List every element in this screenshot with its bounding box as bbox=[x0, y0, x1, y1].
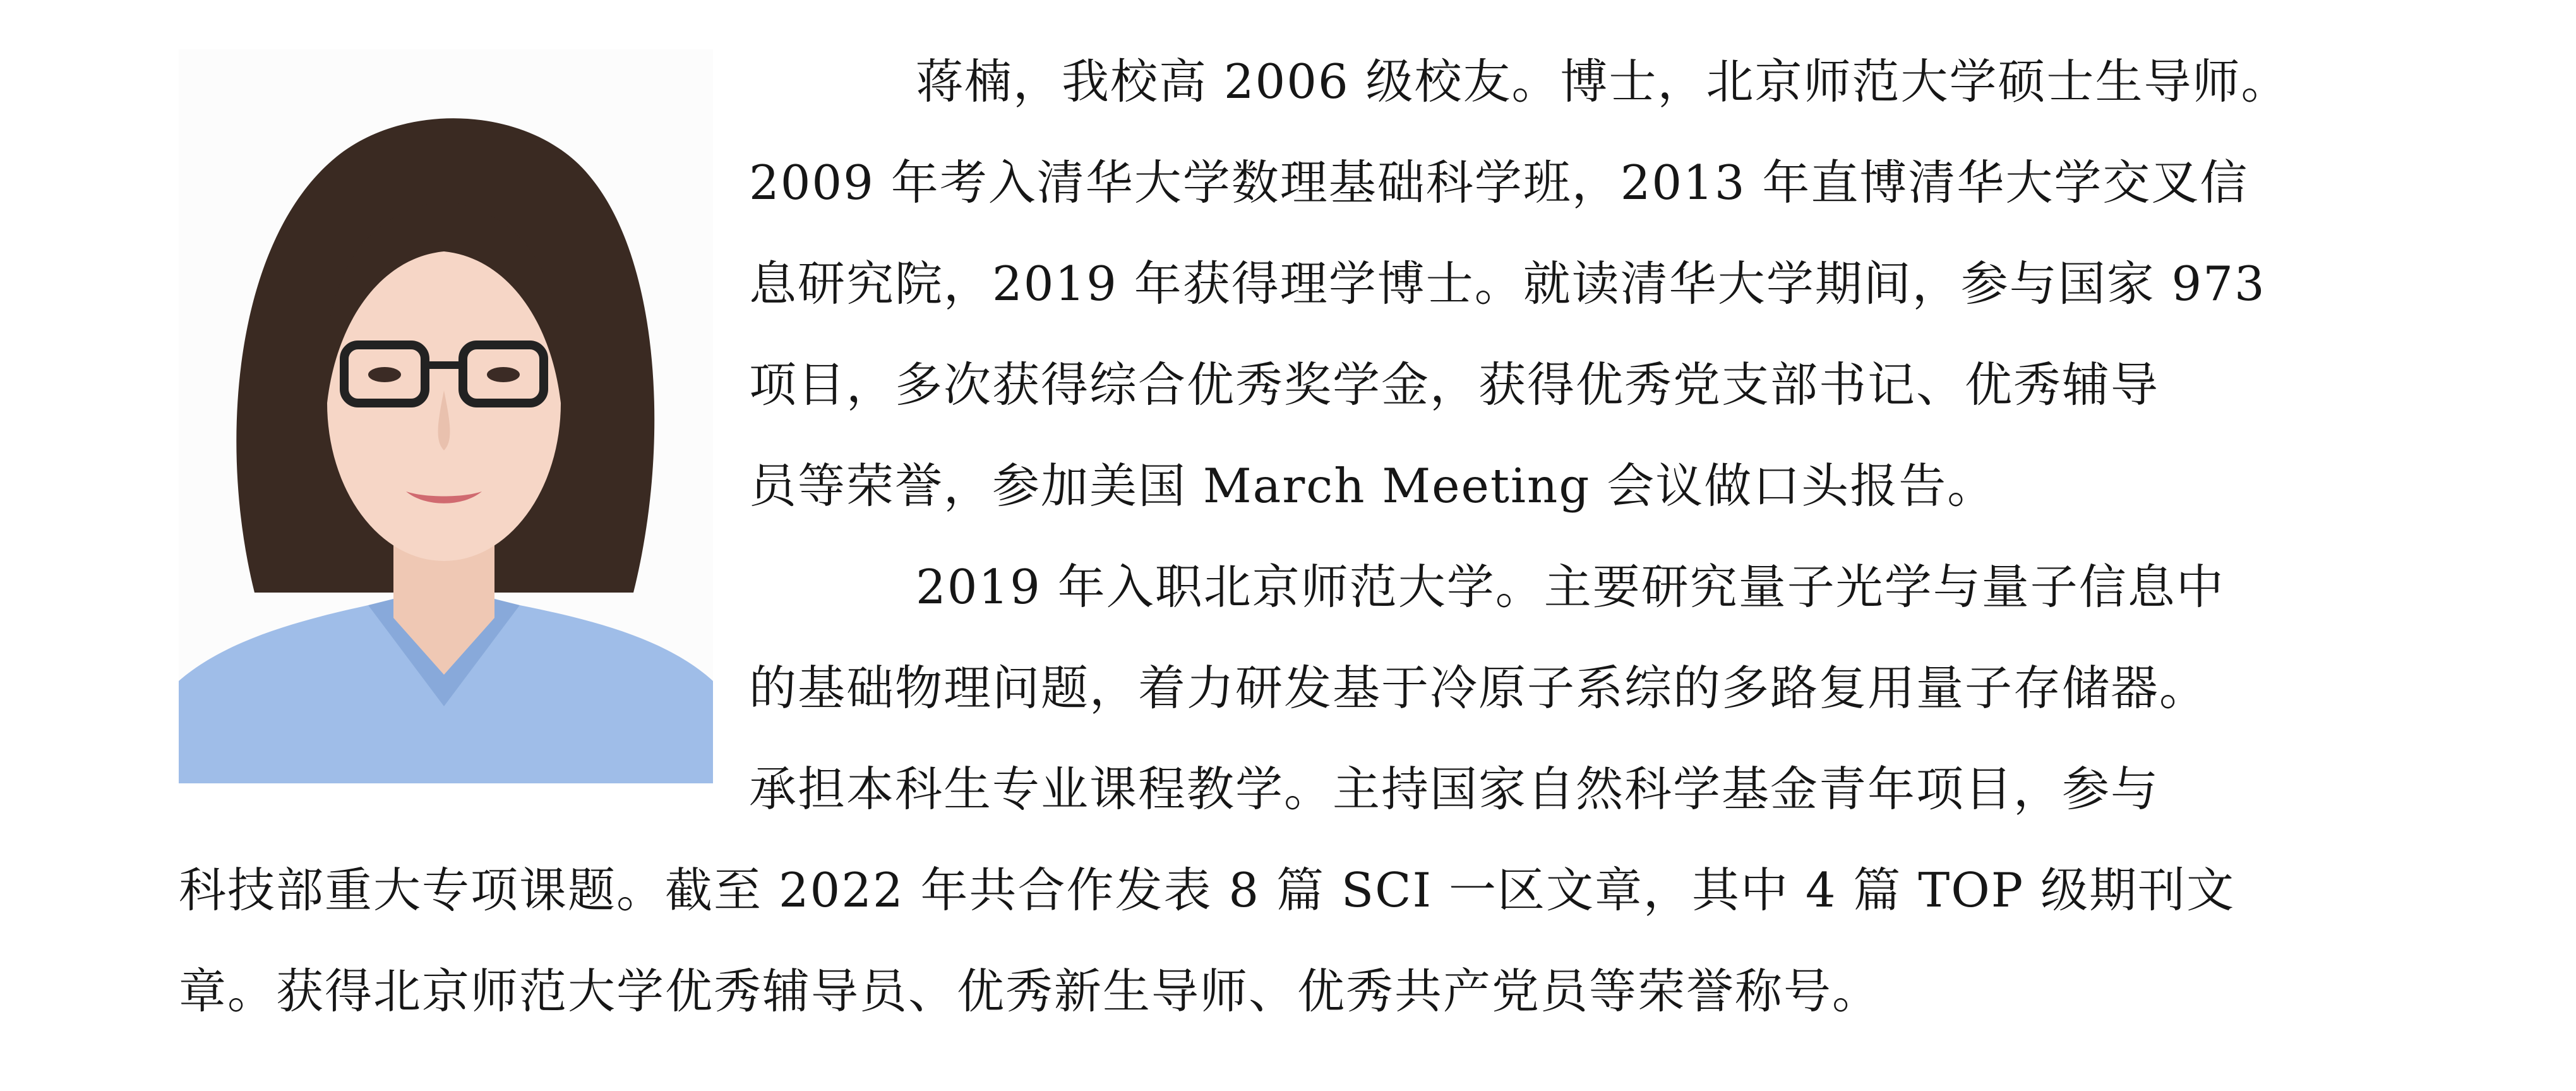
paragraph2-line1: 2019 年入职北京师范大学。主要研究量子光学与量子信息中 bbox=[916, 559, 2225, 615]
paragraph1-line1: 蒋楠，我校高 2006 级校友。博士，北京师范大学硕士生导师。 bbox=[916, 54, 2290, 109]
paragraph2-line4: 科技部重大专项课题。截至 2022 年共合作发表 8 篇 SCI 一区文章，其中 4 篇 TOP 级期刊文 bbox=[179, 862, 2236, 918]
paragraph1-line2: 2009 年考入清华大学数理基础科学班，2013 年直博清华大学交叉信 bbox=[749, 155, 2249, 210]
paragraph2-line3: 承担本科生专业课程教学。主持国家自然科学基金青年项目，参与 bbox=[749, 761, 2160, 817]
paragraph1-line5: 员等荣誉，参加美国 March Meeting 会议做口头报告。 bbox=[749, 458, 1996, 514]
portrait-photo bbox=[179, 49, 713, 783]
paragraph1-line4: 项目，多次获得综合优秀奖学金，获得优秀党支部书记、优秀辅导 bbox=[749, 357, 2160, 413]
paragraph2-line5: 章。获得北京师范大学优秀辅导员、优秀新生导师、优秀共产党员等荣誉称号。 bbox=[179, 963, 1881, 1019]
paragraph1-line3: 息研究院，2019 年获得理学博士。就读清华大学期间，参与国家 973 bbox=[749, 256, 2266, 311]
paragraph2-line2: 的基础物理问题，着力研发基于冷原子系综的多路复用量子存储器。 bbox=[749, 660, 2208, 716]
